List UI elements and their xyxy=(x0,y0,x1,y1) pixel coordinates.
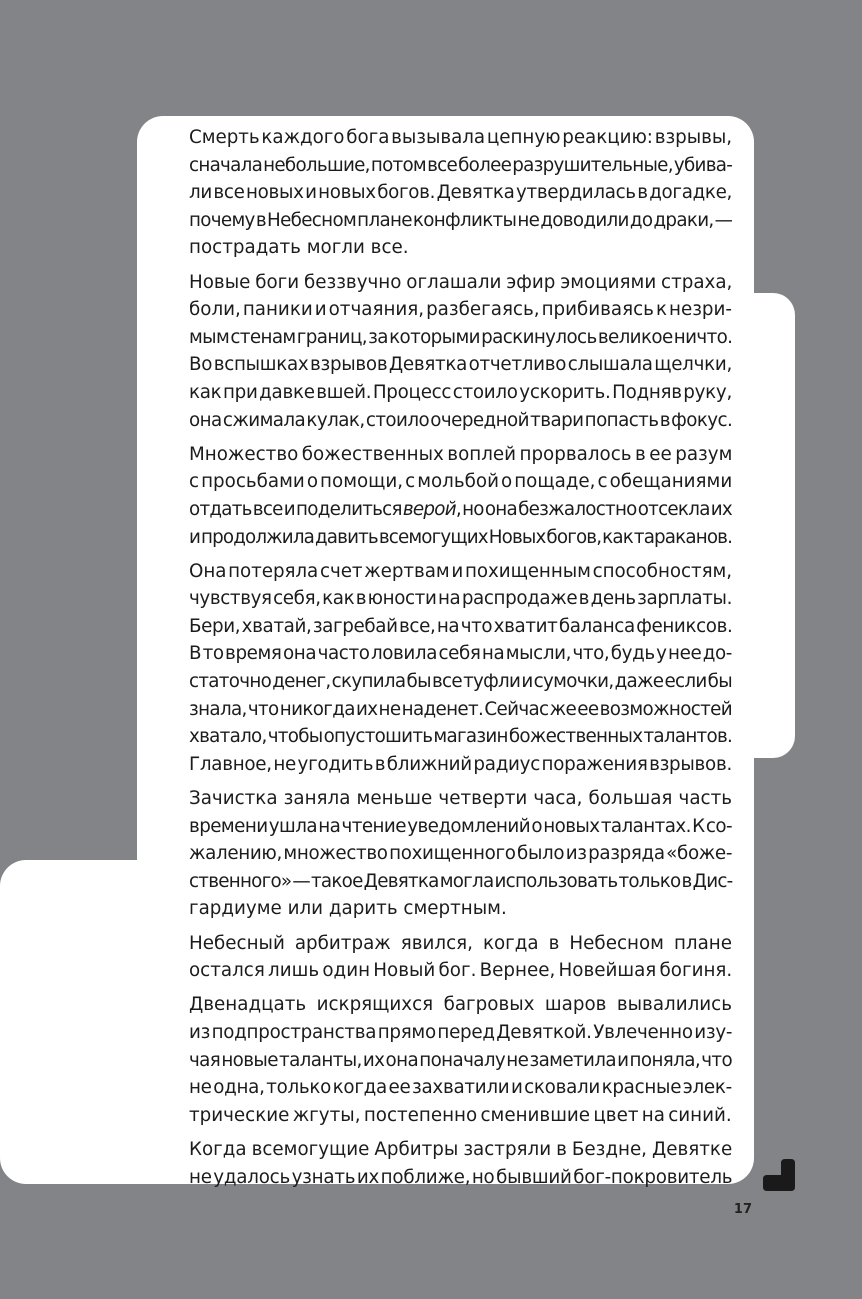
paragraph xyxy=(160,991,732,1129)
text-line: Двенадцать искрящихся багровых шаров вывалились xyxy=(189,994,732,1016)
text-line: почему в Небесном плане конфликты не доводили до драки, — xyxy=(189,209,733,231)
emphasized-word: верой xyxy=(402,498,456,520)
corner-bracket-icon xyxy=(763,1159,795,1191)
text-line: Во вспышках взрывов Девятка отчетливо слышала щелчки, xyxy=(189,354,732,376)
text-line: Она потеряла счет жертвам и похищенным способностям, xyxy=(189,560,732,582)
text-line: жалению, множество похищенного было из разряда «боже- xyxy=(189,843,733,865)
text-line: трические жгуты, постепенно сменившие цвет на синий. xyxy=(189,1104,732,1126)
text-line: и продолжила давить всемогущих Новых богов, как тараканов. xyxy=(189,526,733,548)
text-line: она сжимала кулак, стоило очередной твари попасть в фокус. xyxy=(189,409,733,431)
text-line: Когда всемогущие Арбитры застряли в Бездне, Девятке xyxy=(189,1138,733,1160)
text-line: времени ушла на чтение уведомлений о новых талантах. К со- xyxy=(189,815,732,837)
text-line: не одна, только когда ее захватили и сковали красные элек- xyxy=(189,1077,732,1099)
paragraph xyxy=(160,1136,732,1191)
page-number: 17 xyxy=(733,1202,752,1217)
text-line: Главное, не угодить в ближний радиус поражения взрывов. xyxy=(189,753,733,775)
paragraph xyxy=(160,785,732,923)
text-line: Новые боги беззвучно оглашали эфир эмоциями страха, xyxy=(189,271,733,293)
text-line: Множество божественных воплей прорвалось в ее разум xyxy=(189,443,733,465)
text-line: статочно денег, скупила бы все туфли и сумочки, даже если бы xyxy=(189,671,732,693)
text-line: не удалось узнать их поближе, но бывший бог-покровитель xyxy=(189,1166,733,1188)
paragraph xyxy=(160,558,732,779)
text-line: сначала небольшие, потом все более разрушительные, убива- xyxy=(189,154,733,176)
text-line: хватало, чтобы опустошить магазин божественных талантов. xyxy=(189,726,733,748)
text-line: из подпространства прямо перед Девяткой. Увлеченно изу- xyxy=(189,1021,733,1043)
text-line: ственного» — такое Девятка могла использовать только в Дис- xyxy=(189,870,733,892)
paragraph xyxy=(160,269,732,435)
text-line: боли, паники и отчаяния, разбегаясь, прибиваясь к незри- xyxy=(189,299,732,321)
text-line: остался лишь один Новый бог. Вернее, Новейшая богиня. xyxy=(189,960,733,982)
text-line: Зачистка заняла меньше четверти часа, большая часть xyxy=(189,788,732,810)
paragraph xyxy=(160,124,732,262)
text-line: гардиуме или дарить смертным. xyxy=(189,898,507,920)
text-line: пострадать могли все. xyxy=(189,237,409,259)
text-line: Смерть каждого бога вызывала цепную реакцию: взрывы, xyxy=(189,127,732,148)
paragraph xyxy=(160,930,732,985)
page-body-text xyxy=(160,124,732,1191)
text-line: ли все новых и новых богов. Девятка утвердилась в догадке, xyxy=(189,182,732,204)
text-line: с просьбами о помощи, с мольбой о пощаде, с обещаниями xyxy=(189,471,733,493)
text-line: чувствуя себя, как в юности на распродаже в день зарплаты. xyxy=(189,588,732,610)
text-line: Небесный арбитраж явился, когда в Небесном плане xyxy=(189,932,732,954)
text-line: как при давке вшей. Процесс стоило ускорить. Подняв руку, xyxy=(189,381,732,403)
text-line: чая новые таланты, их она поначалу не заметила и поняла, что xyxy=(189,1049,733,1071)
paragraph xyxy=(160,441,732,551)
text-line: мым стенам границ, за которыми раскинулось великое ничто. xyxy=(189,326,733,348)
text-line: знала, что никогда их не наденет. Сейчас же ее возможностей xyxy=(189,698,732,720)
text-line: отдать все и поделиться верой, но она безжалостно отсекла их xyxy=(189,498,732,520)
text-line: Бери, хватай, загребай все, на что хватит баланса фениксов. xyxy=(189,615,733,637)
text-line: В то время она часто ловила себя на мысли, что, будь у нее до- xyxy=(189,643,732,665)
